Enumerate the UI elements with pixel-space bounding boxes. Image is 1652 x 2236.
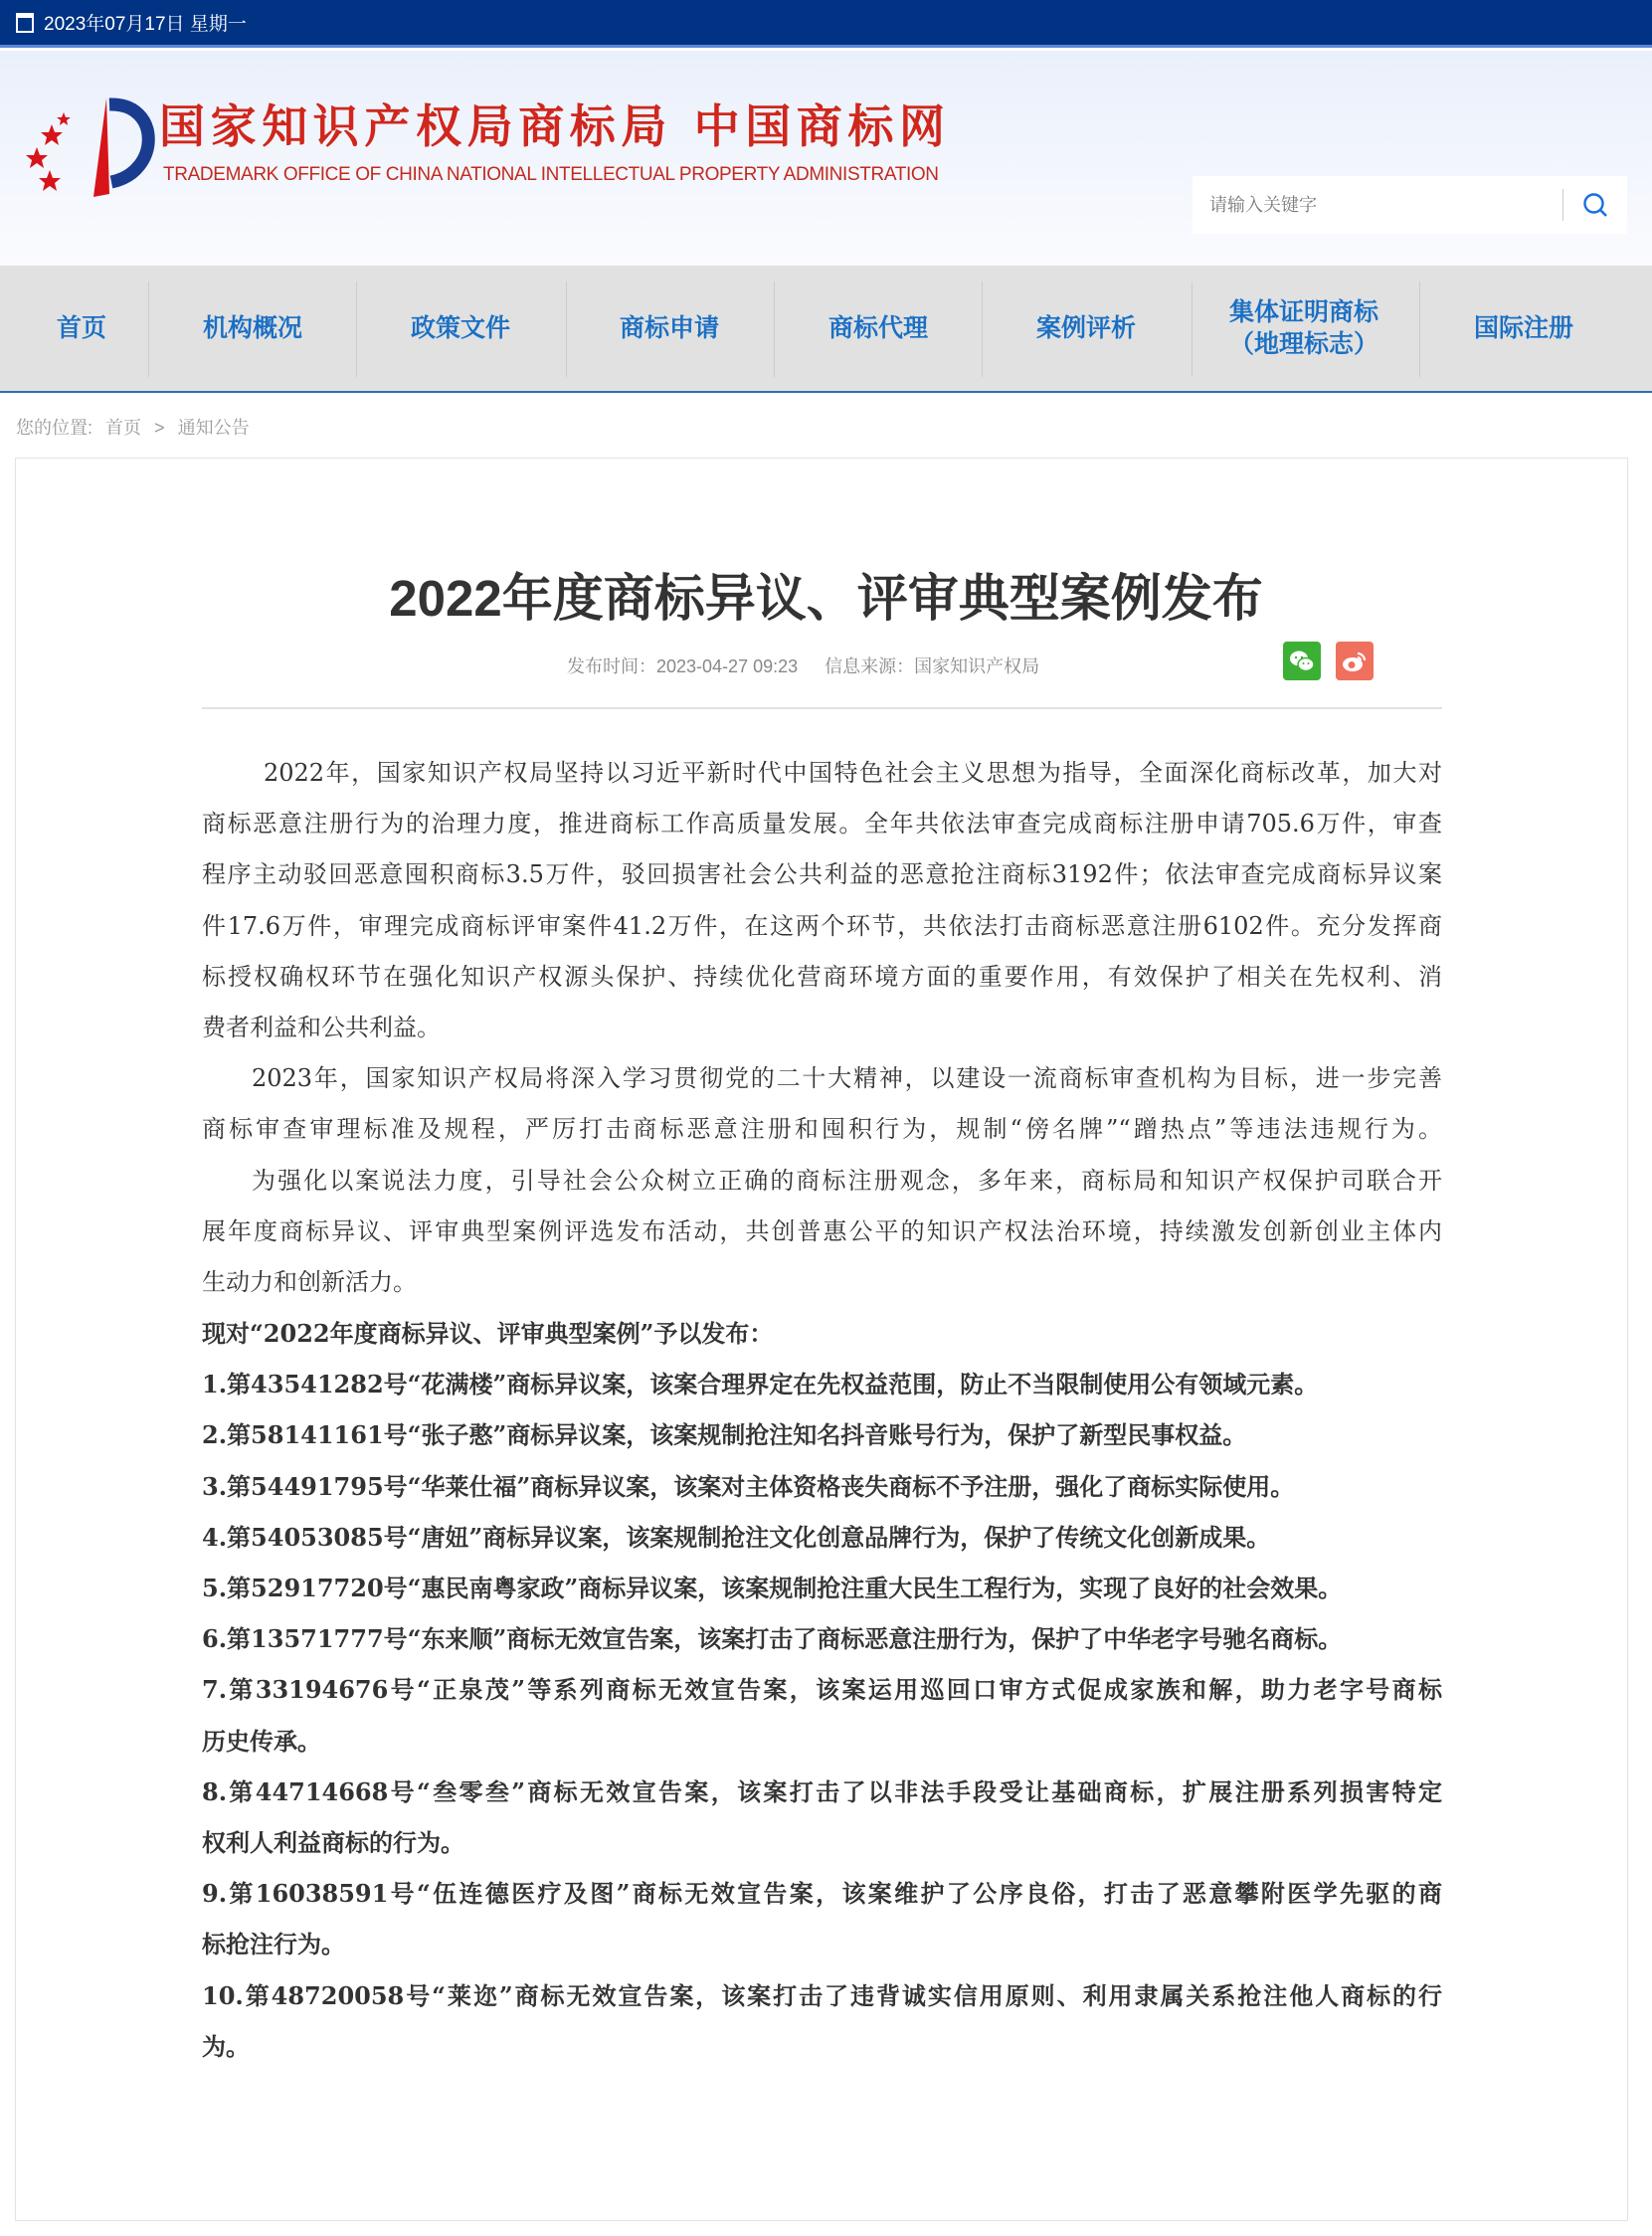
nav-divider [774, 281, 775, 377]
nav-divider [1419, 281, 1420, 377]
paragraph-line: 商标恶意注册行为的治理力度，推进商标工作高质量发展。全年共依法审查完成商标注册申请705.6万件，审查 [202, 810, 1442, 838]
case-item-cont: 为。 [202, 2031, 250, 2061]
nav-divider [982, 281, 983, 377]
weibo-icon [1341, 650, 1369, 673]
article-body [202, 748, 1442, 2072]
search-icon [1582, 192, 1608, 218]
case-item: 9.第16038591号“伍连德医疗及图”商标无效宣告案，该案维护了公序良俗，打击了恶意攀附医学先驱的商 [202, 1879, 1442, 1909]
publish-time: 发布时间：2023-04-27 09:23 [567, 656, 799, 676]
search-button[interactable] [1563, 176, 1627, 234]
paragraph-line: 展年度商标异议、评审典型案例评选发布活动，共创普惠公平的知识产权法治环境，持续激发创新创业主体内 [202, 1216, 1442, 1245]
nav-divider [356, 281, 357, 377]
case-item-cont: 权利人利益商标的行为。 [202, 1827, 464, 1857]
logo-emblem-icon [26, 98, 148, 197]
nav-policy[interactable]: 政策文件 [410, 314, 511, 342]
case-list-intro: 现对“2022年度商标异议、评审典型案例”予以发布： [202, 1319, 774, 1349]
info-source: 信息来源：国家知识产权局 [825, 656, 1040, 676]
case-item: 1.第43541282号“花满楼”商标异议案，该案合理界定在先权益范围，防止不当限制使用公有领域元素。 [202, 1370, 1319, 1399]
case-item: 10.第48720058号“莱迩”商标无效宣告案，该案打击了违背诚实信用原则、利用隶属关系抢注他人商标的行 [202, 1980, 1442, 2010]
site-logo[interactable] [12, 93, 947, 207]
article-title: 2022年度商标异议、评审典型案例发布 [389, 570, 1263, 627]
paragraph-line: 2022年，国家知识产权局坚持以习近平新时代中国特色社会主义思想为指导，全面深化商标改革，加大对 [264, 759, 1442, 787]
paragraph-line: 标授权确权环节在强化知识产权源头保护、持续优化营商环境方面的重要作用，有效保护了相关在先权利、消 [202, 962, 1442, 991]
case-item-cont: 历史传承。 [202, 1726, 321, 1756]
case-item: 5.第52917720号“惠民南粤家政”商标异议案，该案规制抢注重大民生工程行为，实现了良好的社会效果。 [202, 1574, 1343, 1602]
svg-text:TRADEMARK OFFICE OF CHINA NATI: TRADEMARK OFFICE OF CHINA NATIONAL INTELLECTUAL PROPERTY ADMINISTRATION [163, 164, 939, 185]
breadcrumb-home[interactable]: 首页 [105, 418, 142, 438]
case-item: 4.第54053085号“唐妞”商标异议案，该案规制抢注文化创意品牌行为，保护了传统文化创新成果。 [202, 1522, 1271, 1552]
paragraph-line: 费者利益和公共利益。 [202, 1013, 441, 1041]
paragraph-line: 商标审查审理标准及规程，严厉打击商标恶意注册和囤积行为，规制“傍名牌”“蹭热点”等违法违规行为。 [202, 1115, 1442, 1144]
nav-agency[interactable]: 商标代理 [827, 314, 929, 342]
main-nav [0, 266, 1652, 393]
nav-collective-label: 集体证明商标 [1228, 298, 1379, 326]
case-item: 3.第54491795号“华莱仕福”商标异议案，该案对主体资格丧失商标不予注册，强化了商标实际使用。 [202, 1471, 1295, 1501]
paragraph-line: 件17.6万件，审理完成商标评审案件41.2万件，在这两个环节，共依法打击商标恶意注册6102件。充分发挥商 [202, 911, 1442, 940]
paragraph-line: 为强化以案说法力度，引导社会公众树立正确的商标注册观念，多年来，商标局和知识产权保护司联合开 [252, 1166, 1442, 1195]
nav-cases[interactable]: 案例评析 [1035, 314, 1137, 342]
nav-about[interactable]: 机构概况 [202, 314, 303, 342]
top-bar [0, 0, 1652, 48]
case-item: 7.第33194676号“正泉茂”等系列商标无效宣告案，该案运用巡回口审方式促成家族和解，助力老字号商标 [202, 1675, 1442, 1705]
breadcrumb [16, 414, 258, 440]
article-meta [567, 652, 1061, 678]
breadcrumb-current[interactable]: 通知公告 [177, 418, 250, 438]
case-item-cont: 标抢注行为。 [202, 1930, 345, 1959]
case-item: 2.第58141161号“张子憨”商标异议案，该案规制抢注知名抖音账号行为，保护了新型民事权益。 [202, 1420, 1247, 1450]
share-wechat-button[interactable] [1283, 642, 1321, 680]
breadcrumb-prefix: 您的位置: [16, 418, 93, 438]
search-box [1193, 176, 1627, 234]
wechat-icon [1288, 650, 1316, 673]
search-input[interactable] [1193, 176, 1562, 234]
svg-text:国家知识产权局商标局 中国商标网: 国家知识产权局商标局 中国商标网 [159, 99, 945, 153]
current-date: 2023年07月17日 星期一 [44, 14, 247, 35]
case-item: 6.第13571777号“东来顺”商标无效宣告案，该案打击了商标恶意注册行为，保护了中华老字号驰名商标。 [202, 1624, 1343, 1654]
nav-divider [148, 281, 149, 377]
site-header [0, 51, 1652, 266]
nav-application[interactable]: 商标申请 [619, 314, 720, 342]
nav-collective-sublabel: （地理标志） [1228, 330, 1379, 358]
nav-collective-marks[interactable] [1229, 266, 1378, 391]
paragraph-line: 2023年，国家知识产权局将深入学习贯彻党的二十大精神，以建设一流商标审查机构为目标，进一步完善 [252, 1064, 1442, 1093]
nav-divider [1192, 281, 1193, 377]
nav-international[interactable]: 国际注册 [1473, 314, 1574, 342]
paragraph-line: 生动力和创新活力。 [202, 1267, 417, 1296]
calendar-icon [16, 13, 34, 33]
case-item: 8.第44714668号“叁零叁”商标无效宣告案，该案打击了以非法手段受让基础商标，扩展注册系列损害特定 [202, 1776, 1442, 1806]
nav-home[interactable]: 首页 [56, 314, 107, 342]
nav-divider [566, 281, 567, 377]
title-divider [202, 707, 1442, 709]
paragraph-line: 程序主动驳回恶意囤积商标3.5万件，驳回损害社会公共利益的恶意抢注商标3192件；依法审查完成商标异议案 [202, 860, 1442, 889]
share-weibo-button[interactable] [1336, 642, 1374, 680]
breadcrumb-separator: > [154, 418, 165, 438]
